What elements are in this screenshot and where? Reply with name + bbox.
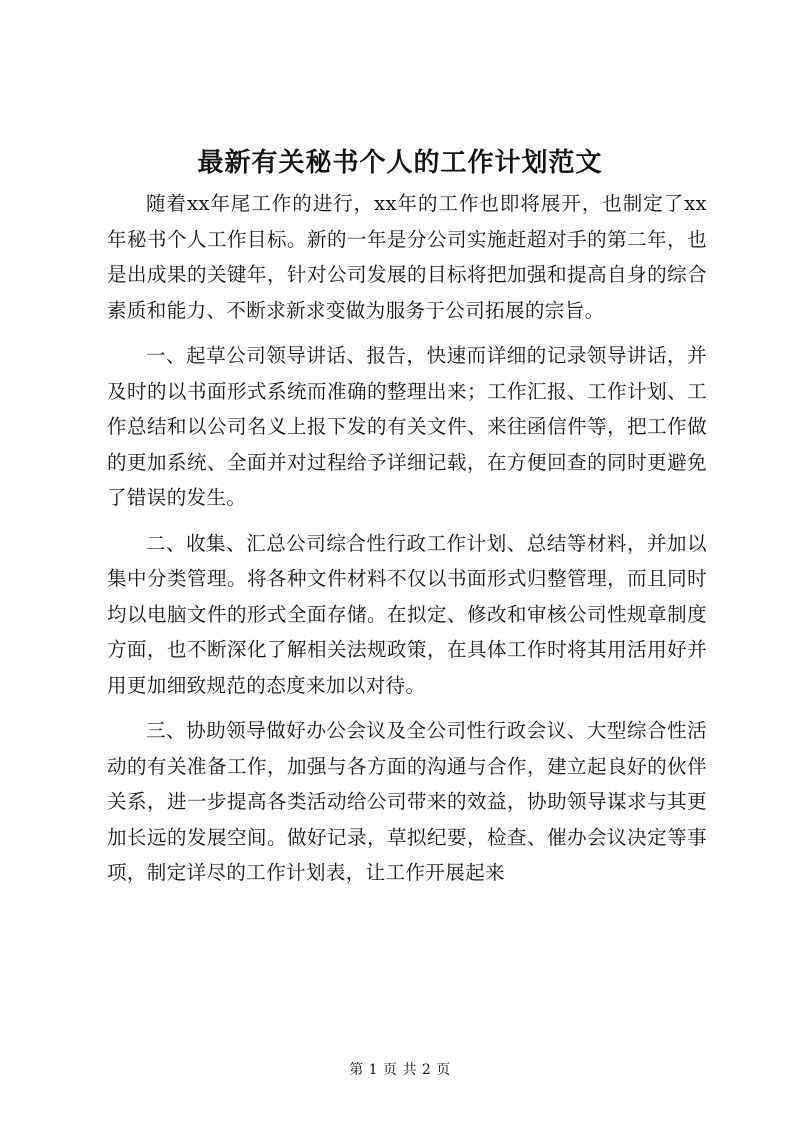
page-number-footer: 第 1 页 共 2 页 — [349, 1062, 451, 1078]
paragraph-item-2: 二、收集、汇总公司综合性行政工作计划、总结等材料，并加以集中分类管理。将各种文件材料不仅以书面形式归整管理，而且同时均以电脑文件的形式全面存储。在拟定、修改和审核公司性规章制度方面，也不断深化了解相关法规政策，在具体工作时将其用活用好并用更加细致规范的态度来加以对待。 — [107, 531, 707, 697]
paragraph-item-3: 三、协助领导做好办公会议及全公司性行政会议、大型综合性活动的有关准备工作，加强与各方面的沟通与合作，建立起良好的伙伴关系，进一步提高各类活动给公司带来的效益，协助领导谋求与其更加长远的发展空间。做好记录，草拟纪要，检查、催办会议决定等事项，制定详尽的工作计划表，让工作开展起来 — [107, 719, 707, 884]
paragraph-intro: 随着xx年尾工作的进行，xx年的工作也即将展开，也制定了xx年秘书个人工作目标。新的一年是分公司实施赶超对手的第二年，也是出成果的关键年，针对公司发展的目标将把加强和提高自身的综合素质和能力、不断求新求变做为服务于公司拓展的宗旨。 — [107, 192, 707, 322]
document-title: 最新有关秘书个人的工作计划范文 — [197, 148, 603, 178]
document-body — [107, 186, 707, 901]
paragraph-item-1: 一、起草公司领导讲话、报告，快速而详细的记录领导讲话，并及时的以书面形式系统而准确的整理出来；工作汇报、工作计划、工作总结和以公司名义上报下发的有关文件、来往函信件等，把工作做的更加系统、全面并对过程给予详细记载，在方便回查的同时更避免了错误的发生。 — [107, 344, 707, 509]
